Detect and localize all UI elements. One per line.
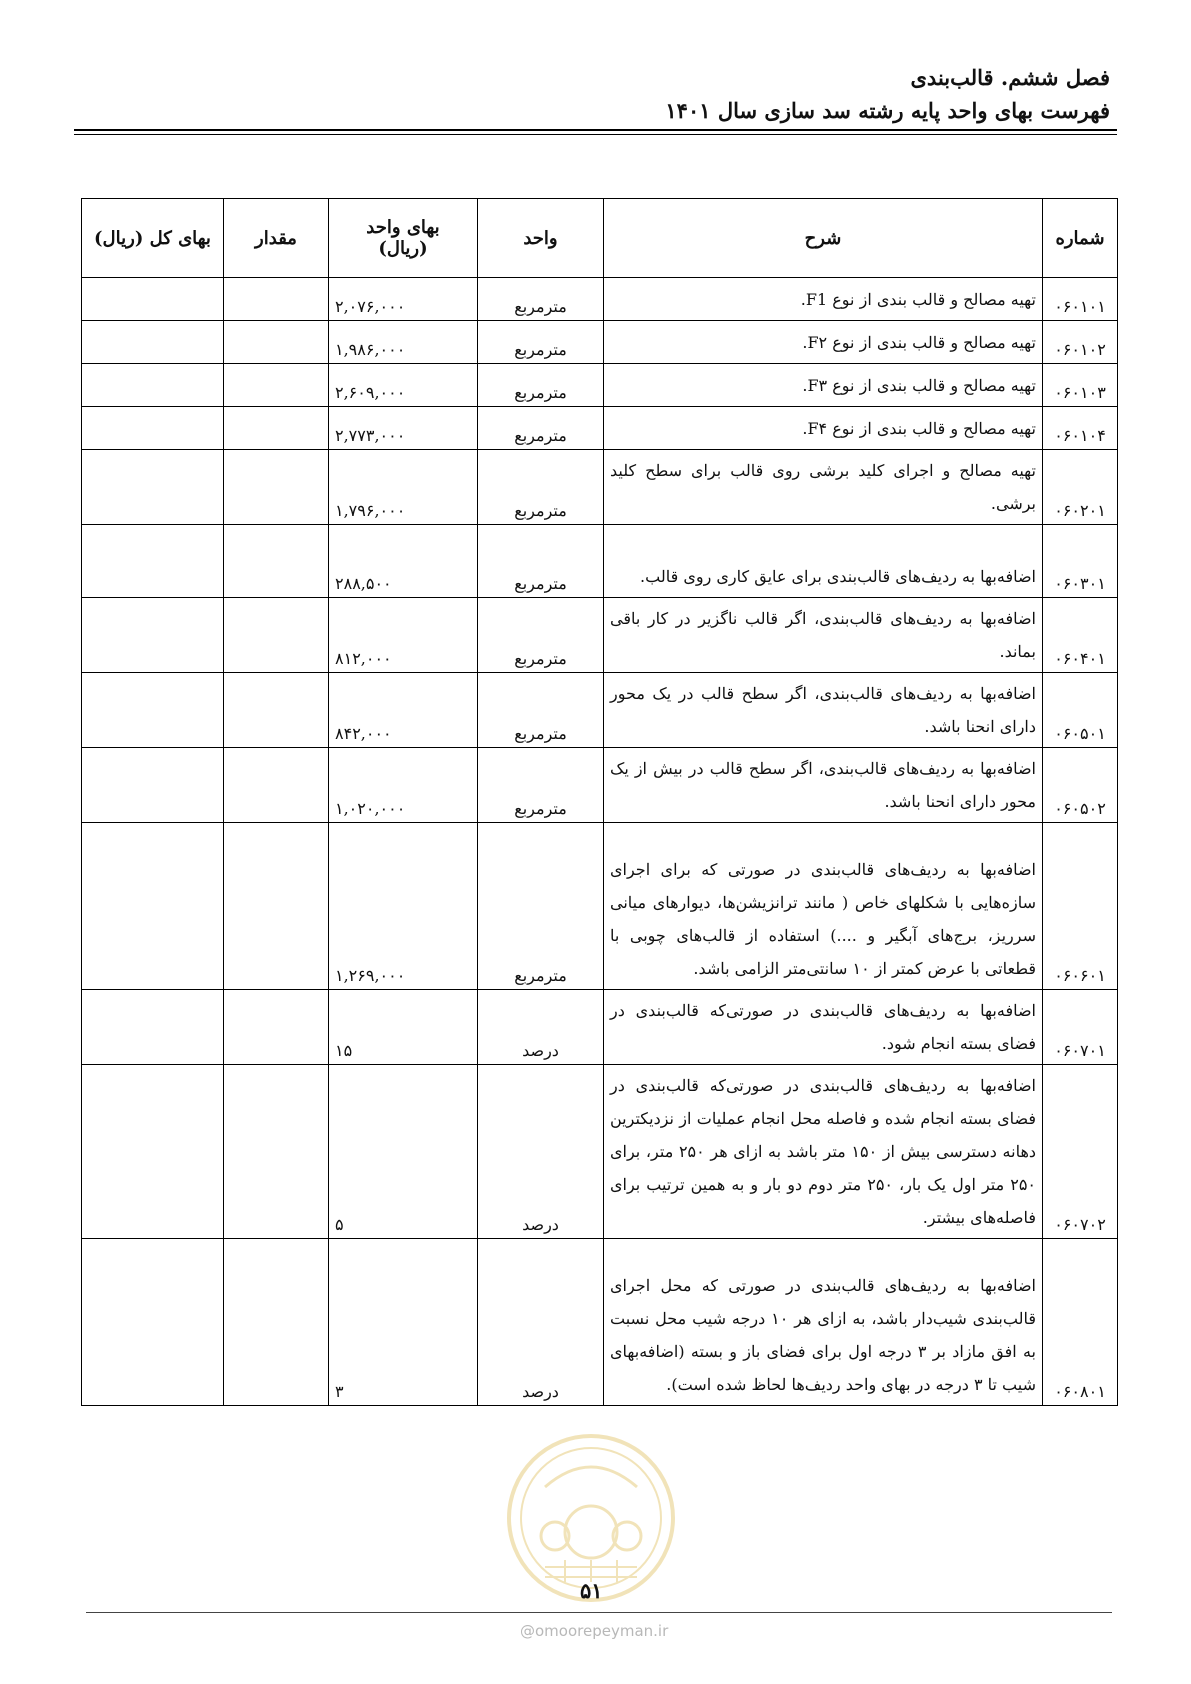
row-description: تهیه مصالح و قالب بندی از نوع F۴. — [604, 407, 1043, 450]
row-description: تهیه مصالح و اجرای کلید برشی روی قالب برای سطح کلید برشی. — [604, 450, 1043, 525]
row-number: ۰۶۰۱۰۳ — [1043, 364, 1118, 407]
row-total — [82, 525, 224, 598]
row-unit-price: ۸۴۲,۰۰۰ — [329, 673, 478, 748]
page-header — [665, 62, 1110, 128]
row-number: ۰۶۰۵۰۱ — [1043, 673, 1118, 748]
row-unit: درصد — [478, 990, 604, 1065]
row-total — [82, 823, 224, 990]
row-description: اضافه‌بها به ردیف‌های قالب‌بندی در صورتی‌که قالب‌بندی در فضای بسته انجام شود. — [604, 990, 1043, 1065]
row-description: تهیه مصالح و قالب بندی از نوع F۲. — [604, 321, 1043, 364]
table-row — [82, 1065, 1118, 1239]
col-header-description: شرح — [604, 199, 1043, 278]
row-number: ۰۶۰۵۰۲ — [1043, 748, 1118, 823]
row-total — [82, 364, 224, 407]
row-unit: مترمربع — [478, 278, 604, 321]
row-number: ۰۶۰۴۰۱ — [1043, 598, 1118, 673]
row-total — [82, 990, 224, 1065]
row-description: تهیه مصالح و قالب بندی از نوع F۳. — [604, 364, 1043, 407]
price-list-table — [81, 198, 1118, 1406]
row-quantity — [224, 278, 329, 321]
row-unit: درصد — [478, 1239, 604, 1406]
unit-price-currency: (ریال) — [378, 238, 428, 259]
col-header-quantity: مقدار — [224, 199, 329, 278]
row-unit-price: ۲,۷۷۳,۰۰۰ — [329, 407, 478, 450]
row-unit-price: ۸۱۲,۰۰۰ — [329, 598, 478, 673]
row-unit-price: ۱,۹۸۶,۰۰۰ — [329, 321, 478, 364]
row-unit-price: ۱,۲۶۹,۰۰۰ — [329, 823, 478, 990]
table-row — [82, 673, 1118, 748]
row-description: اضافه‌بها به ردیف‌های قالب‌بندی در صورتی که برای اجرای سازه‌هایی با شکلهای خاص ( مانند ترانزیشن‌ها، دیوارهای میانی سرریز، برج‌های آبگیر و ....) استفاده از قالب‌های چوبی با قطعاتی با عرض کمتر از ۱۰ سانتی‌متر الزامی باشد. — [604, 823, 1043, 990]
row-number: ۰۶۰۳۰۱ — [1043, 525, 1118, 598]
row-total — [82, 598, 224, 673]
row-total — [82, 1065, 224, 1239]
row-total — [82, 1239, 224, 1406]
row-unit-price: ۲,۶۰۹,۰۰۰ — [329, 364, 478, 407]
row-unit-price: ۱,۰۲۰,۰۰۰ — [329, 748, 478, 823]
row-quantity — [224, 1239, 329, 1406]
row-total — [82, 673, 224, 748]
row-total — [82, 748, 224, 823]
row-unit: مترمربع — [478, 525, 604, 598]
row-quantity — [224, 990, 329, 1065]
row-number: ۰۶۰۶۰۱ — [1043, 823, 1118, 990]
row-number: ۰۶۰۷۰۲ — [1043, 1065, 1118, 1239]
row-quantity — [224, 673, 329, 748]
row-unit: مترمربع — [478, 450, 604, 525]
row-quantity — [224, 364, 329, 407]
row-unit: مترمربع — [478, 673, 604, 748]
website-watermark: @omoorepeyman.ir — [520, 1622, 669, 1640]
row-unit: مترمربع — [478, 823, 604, 990]
table-header-row — [82, 199, 1118, 278]
row-description: اضافه‌بها به ردیف‌های قالب‌بندی در صورتی‌که قالب‌بندی در فضای بسته انجام شده و فاصله محل انجام عملیات از نزدیکترین دهانه دسترسی بیش از ۱۵۰ متر باشد به ازای هر ۲۵۰ متر، برای ۲۵۰ متر اول یک بار، ۲۵۰ متر دوم دو بار و به همین ترتیب برای فاصله‌های بیشتر. — [604, 1065, 1043, 1239]
row-number: ۰۶۰۷۰۱ — [1043, 990, 1118, 1065]
row-total — [82, 407, 224, 450]
row-quantity — [224, 748, 329, 823]
page-number: ۵۱ — [580, 1578, 603, 1603]
row-number: ۰۶۰۱۰۴ — [1043, 407, 1118, 450]
table-row — [82, 450, 1118, 525]
row-unit: مترمربع — [478, 321, 604, 364]
header-rule-thick — [74, 129, 1117, 131]
table-row — [82, 321, 1118, 364]
row-description: تهیه مصالح و قالب بندی از نوع F1. — [604, 278, 1043, 321]
row-description: اضافه‌بها به ردیف‌های قالب‌بندی، اگر سطح قالب در یک محور دارای انحنا باشد. — [604, 673, 1043, 748]
table-row — [82, 364, 1118, 407]
row-unit-price: ۱,۷۹۶,۰۰۰ — [329, 450, 478, 525]
row-total — [82, 450, 224, 525]
row-quantity — [224, 321, 329, 364]
row-unit: درصد — [478, 1065, 604, 1239]
document-subtitle: فهرست بهای واحد پایه رشته سد سازی سال ۱۴۰۱ — [665, 98, 1110, 123]
row-description: اضافه‌بها به ردیف‌های قالب‌بندی، اگر قالب ناگزیر در کار باقی بماند. — [604, 598, 1043, 673]
row-number: ۰۶۰۲۰۱ — [1043, 450, 1118, 525]
unit-price-label: بهای واحد — [366, 217, 440, 238]
row-quantity — [224, 598, 329, 673]
col-header-number: شماره — [1043, 199, 1118, 278]
table-row — [82, 407, 1118, 450]
row-number: ۰۶۰۱۰۱ — [1043, 278, 1118, 321]
row-unit: مترمربع — [478, 407, 604, 450]
row-quantity — [224, 450, 329, 525]
row-quantity — [224, 1065, 329, 1239]
row-unit-price: ۲,۰۷۶,۰۰۰ — [329, 278, 478, 321]
row-quantity — [224, 525, 329, 598]
row-description: اضافه‌بها به ردیف‌های قالب‌بندی برای عایق کاری روی قالب. — [604, 525, 1043, 598]
row-unit: مترمربع — [478, 598, 604, 673]
row-unit: مترمربع — [478, 748, 604, 823]
table-row — [82, 823, 1118, 990]
table-row — [82, 748, 1118, 823]
row-total — [82, 278, 224, 321]
table-row — [82, 598, 1118, 673]
row-description: اضافه‌بها به ردیف‌های قالب‌بندی در صورتی که محل اجرای قالب‌بندی شیب‌دار باشد، به ازای هر ۱۰ درجه شیب محل نسبت به افق مازاد بر ۳ درجه اول برای فضای باز و بسته (اضافه‌بهای شیب تا ۳ درجه در بهای واحد ردیف‌ها لحاظ شده است). — [604, 1239, 1043, 1406]
row-quantity — [224, 407, 329, 450]
table-row — [82, 278, 1118, 321]
row-quantity — [224, 823, 329, 990]
row-unit-price: ۳ — [329, 1239, 478, 1406]
row-unit-price: ۱۵ — [329, 990, 478, 1065]
row-unit-price: ۲۸۸,۵۰۰ — [329, 525, 478, 598]
col-header-total: بهای کل (ریال) — [82, 199, 224, 278]
row-unit-price: ۵ — [329, 1065, 478, 1239]
header-rule-thin — [74, 134, 1117, 135]
table-row — [82, 990, 1118, 1065]
footer-rule — [86, 1612, 1112, 1613]
table-row — [82, 525, 1118, 598]
row-description: اضافه‌بها به ردیف‌های قالب‌بندی، اگر سطح قالب در بیش از یک محور دارای انحنا باشد. — [604, 748, 1043, 823]
row-number: ۰۶۰۸۰۱ — [1043, 1239, 1118, 1406]
row-number: ۰۶۰۱۰۲ — [1043, 321, 1118, 364]
table-row — [82, 1239, 1118, 1406]
chapter-title: فصل ششم. قالب‌بندی — [910, 65, 1110, 90]
col-header-unit-price — [329, 199, 478, 278]
col-header-unit: واحد — [478, 199, 604, 278]
row-total — [82, 321, 224, 364]
row-unit: مترمربع — [478, 364, 604, 407]
